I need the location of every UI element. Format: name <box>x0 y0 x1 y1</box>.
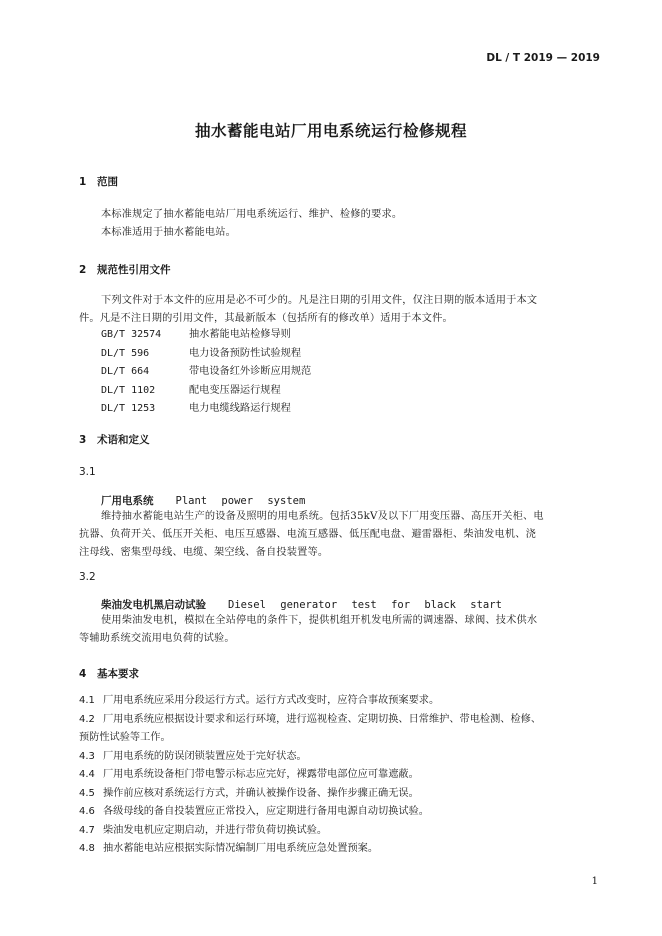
reference-title: 带电设备红外诊断应用规范 <box>189 366 312 377</box>
reference-code: DL/T 1102 <box>101 384 156 396</box>
reference-item <box>101 345 311 364</box>
reference-title: 电力设备预防性试验规程 <box>189 347 302 359</box>
section-number: 1 <box>79 176 87 188</box>
requirement-text: 各级母线的备自投装置应正常投入，应定期进行备用电源自动切换试验。 <box>103 806 429 817</box>
requirement-number: 4.3 <box>79 750 95 762</box>
requirement-item <box>79 711 599 730</box>
reference-code: GB/T 32574 <box>101 329 162 340</box>
term-definition-line: 等辅助系统交流用电负荷的试验。 <box>79 633 235 644</box>
reference-item <box>101 363 311 382</box>
requirement-text: 厂用电系统应采用分段运行方式。运行方式改变时，应符合事故预案要求。 <box>103 695 440 706</box>
section-heading-1 <box>79 174 118 189</box>
standard-code: DL / T 2019 — 2019 <box>486 52 600 64</box>
paragraph: 件。凡是不注日期的引用文件，其最新版本（包括所有的修改单）适用于本文件。 <box>79 313 453 324</box>
term-definition-line: 维持抽水蓄能电站生产的设备及照明的用电系统。包括35kV及以下厂用变压器、高压开关柜、电 <box>101 511 544 522</box>
reference-code: DL/T 596 <box>101 347 150 359</box>
requirement-item <box>79 840 599 859</box>
reference-title: 配电变压器运行规程 <box>189 384 281 396</box>
paragraph: 本标准适用于抽水蓄能电站。 <box>101 227 237 238</box>
section-heading-4 <box>79 666 139 681</box>
section-title: 规范性引用文件 <box>97 264 171 276</box>
section-title: 范围 <box>97 176 118 188</box>
requirement-item <box>79 822 599 841</box>
requirement-item <box>79 748 599 767</box>
requirement-number: 4.2 <box>79 713 95 725</box>
section-title: 术语和定义 <box>97 434 150 446</box>
requirement-number: 4.8 <box>79 843 95 854</box>
requirement-text: 厂用电系统的防误闭锁装置应处于完好状态。 <box>103 750 307 762</box>
requirement-number: 4.4 <box>79 769 95 780</box>
term-title <box>101 493 305 508</box>
requirement-text: 厂用电系统应根据设计要求和运行环境，进行巡视检查、定期切换、日常维护、带电检测、检修、 <box>103 713 542 725</box>
term-title-zh: 柴油发电机黑启动试验 <box>101 599 206 611</box>
term-definition-line: 注母线、密集型母线、电缆、架空线、备自投装置等。 <box>79 547 329 558</box>
requirement-item <box>79 803 599 822</box>
term-title-en: Plant power system <box>175 495 306 507</box>
requirement-number: 4.7 <box>79 824 95 836</box>
reference-item <box>101 326 311 345</box>
paragraph: 下列文件对于本文件的应用是必不可少的。凡是注日期的引用文件，仅注日期的版本适用于本文 <box>101 295 538 306</box>
requirement-text: 操作前应核对系统运行方式，并确认被操作设备、操作步骤正确无误。 <box>103 787 419 799</box>
section-heading-3 <box>79 432 150 447</box>
requirement-item <box>79 785 599 804</box>
requirement-text: 柴油发电机应定期启动，并进行带负荷切换试验。 <box>103 824 328 836</box>
requirement-text: 厂用电系统设备柜门带电警示标志应完好，裸露带电部位应可靠遮蔽。 <box>103 769 419 780</box>
normative-references-list <box>101 326 311 419</box>
term-number: 3.2 <box>79 571 96 583</box>
requirement-number: 4.1 <box>79 695 95 706</box>
term-definition-line: 使用柴油发电机，模拟在全站停电的条件下，提供机组开机发电所需的调速器、球阀、技术供水 <box>101 615 538 626</box>
requirement-text: 抽水蓄能电站应根据实际情况编制厂用电系统应急处置预案。 <box>103 843 379 854</box>
reference-title: 抽水蓄能电站检修导则 <box>189 329 291 340</box>
requirement-item <box>79 766 599 785</box>
requirement-number: 4.6 <box>79 806 95 817</box>
reference-code: DL/T 664 <box>101 366 150 377</box>
term-definition-line: 抗器、负荷开关、低压开关柜、电压互感器、电流互感器、低压配电盘、避雷器柜、柴油发电机、浇 <box>79 529 537 540</box>
term-title-zh: 厂用电系统 <box>101 495 154 507</box>
term-title <box>101 597 502 612</box>
section-number: 4 <box>79 668 87 680</box>
requirement-item <box>79 692 599 711</box>
term-title-en: Diesel generator test for black start <box>228 599 502 611</box>
requirement-continuation: 预防性试验等工作。 <box>79 732 171 743</box>
requirement-number: 4.5 <box>79 787 95 799</box>
document-title: 抽水蓄能电站厂用电系统运行检修规程 <box>194 122 467 140</box>
reference-item <box>101 382 311 401</box>
requirements-list <box>79 692 599 859</box>
paragraph: 本标准规定了抽水蓄能电站厂用电系统运行、维护、检修的要求。 <box>101 209 403 220</box>
reference-code: DL/T 1253 <box>101 403 156 414</box>
page-number: 1 <box>591 876 598 887</box>
section-title: 基本要求 <box>97 668 139 680</box>
term-number: 3.1 <box>79 466 96 478</box>
section-heading-2 <box>79 262 171 277</box>
reference-item <box>101 400 311 419</box>
section-number: 2 <box>79 264 87 276</box>
section-number: 3 <box>79 434 87 446</box>
reference-title: 电力电缆线路运行规程 <box>189 403 291 414</box>
